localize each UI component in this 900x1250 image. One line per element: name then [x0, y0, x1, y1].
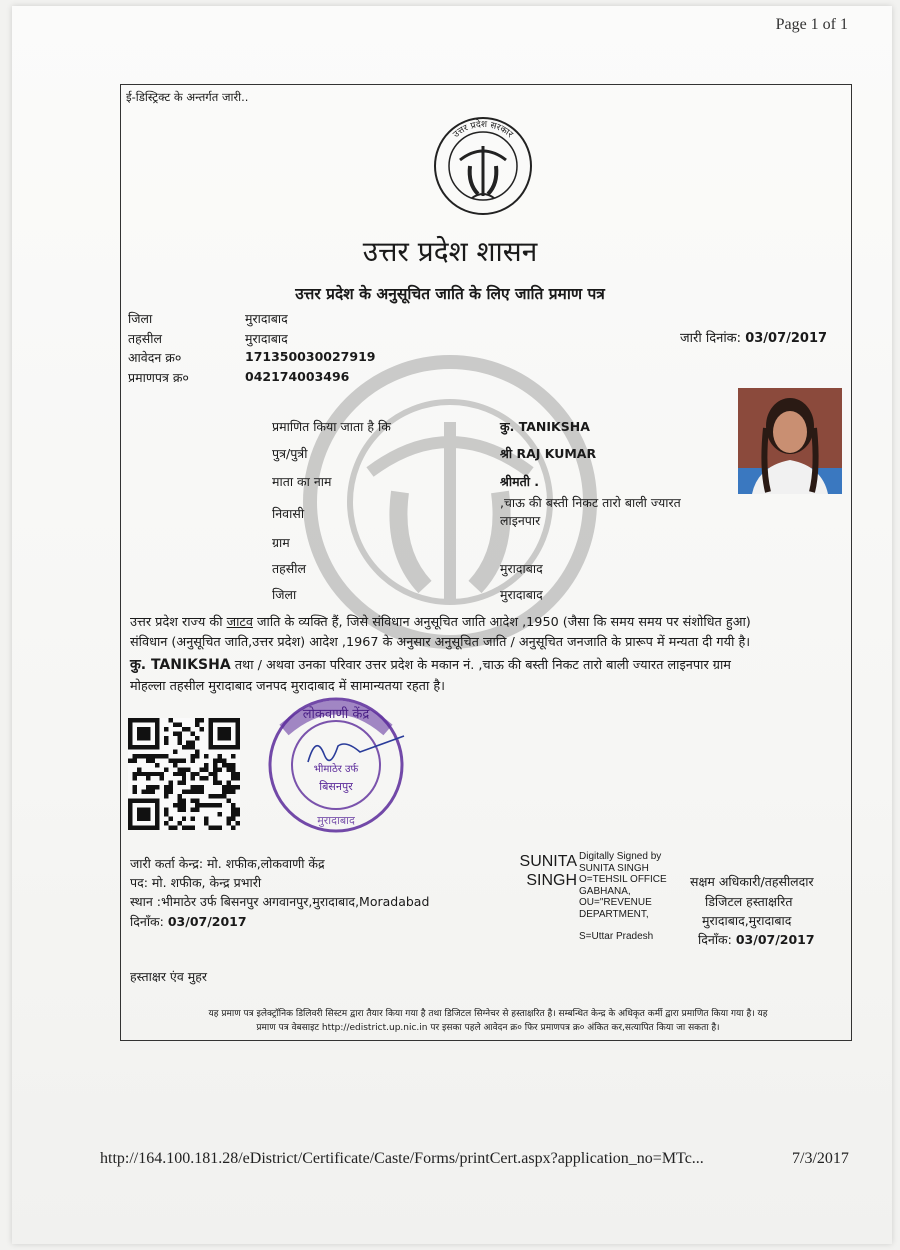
- issuer-center: जारी कर्ता केन्द्र: मो. शफीक,लोकवाणी केंद्र: [130, 856, 325, 871]
- body-name: कु. TANIKSHA: [130, 657, 231, 673]
- residence-value-1: ,चाऊ की बस्ती निकट तारो बाली ज्यारत: [500, 495, 681, 510]
- district-label: जिला: [128, 311, 153, 326]
- issuer-post: पद: मो. शफीक, केन्द्र प्रभारी: [130, 875, 262, 890]
- mother-value: श्रीमती .: [500, 474, 540, 489]
- authority-line-3: मुरादाबाद,मुरादाबाद: [702, 913, 792, 928]
- digital-signature-details: [579, 851, 667, 943]
- stamp-top: लोकवाणी केंद्र: [302, 707, 370, 722]
- village-label: ग्राम: [272, 535, 290, 550]
- body-line-1a: उत्तर प्रदेश राज्य की: [130, 615, 227, 630]
- parent-value: श्री RAJ KUMAR: [500, 446, 597, 461]
- office-stamp-icon: [264, 690, 409, 840]
- footnote-line-2: प्रमाण पत्र वेबसाइट http://edistrict.up.nic.in पर इसका पहले आवेदन क्र० फिर प्रमाणपत्र क्र० अंकित कर,सत्यापित किया जा सकता है।: [256, 1023, 720, 1033]
- detail-tehsil-value: मुरादाबाद: [500, 561, 543, 576]
- name-value: कु. TANIKSHA: [500, 419, 590, 434]
- stamp-place: मुरादाबाद: [317, 814, 355, 827]
- body-line-2: संविधान (अनुसूचित जाति,उत्तर प्रदेश) आदेश ,1967 के अनुसार अनुसूचित जाति / अनुसूचित जनजाति के प्रारूप में मन्यता दी गयी है।: [130, 635, 751, 650]
- certify-label: प्रमाणित किया जाता है कि: [272, 419, 391, 434]
- issuer-date-label: दिनाँक:: [130, 914, 164, 929]
- authority-line-2: डिजिटल हस्ताक्षरित: [705, 894, 793, 909]
- body-line-3: [130, 655, 840, 676]
- footnote: [132, 1007, 844, 1035]
- certificate-value: 042174003496: [245, 369, 350, 384]
- issuer-date-value: 03/07/2017: [167, 914, 247, 929]
- stamp-mid: भीमाठेर उर्फ: [313, 764, 359, 775]
- parent-label: पुत्र/पुत्री: [272, 446, 308, 461]
- tehsil-value: मुरादाबाद: [245, 331, 288, 346]
- district-value: मुरादाबाद: [245, 311, 288, 326]
- stamp-bottom: बिसनपुर: [319, 780, 353, 793]
- residence-value-2: लाइनपार: [500, 513, 541, 528]
- sig-line: DEPARTMENT,: [579, 908, 649, 920]
- page-title: उत्तर प्रदेश शासन: [362, 235, 538, 268]
- sig-line: Digitally Signed by: [579, 851, 662, 862]
- application-value: 171350030027919: [245, 349, 376, 364]
- tehsil-label: तहसील: [128, 331, 162, 346]
- authority-date-value: 03/07/2017: [735, 932, 815, 947]
- digital-signer-name: [513, 852, 577, 890]
- residence-label: निवासी: [272, 506, 305, 521]
- body-line-3-rest: तथा / अथवा उनका परिवार उत्तर प्रदेश के मकान नं. ,चाऊ की बस्ती निकट तारो बाली ज्यारत लाइनपार ग्राम: [230, 658, 731, 673]
- issue-date: [680, 328, 827, 346]
- mother-label: माता का नाम: [272, 474, 332, 489]
- authority-date-label: दिनाँक:: [698, 932, 732, 947]
- print-url: http://164.100.181.28/eDistrict/Certificate/Caste/Forms/printCert.aspx?application_no=MTc...: [100, 1150, 704, 1167]
- emblem-text: उत्तर प्रदेश सरकार: [451, 119, 515, 141]
- signer-name-2: SINGH: [526, 872, 577, 889]
- page-subtitle: उत्तर प्रदेश के अनुसूचित जाति के लिए जाति प्रमाण पत्र: [295, 285, 605, 303]
- body-line-1: [130, 613, 840, 633]
- applicant-photo: [738, 388, 842, 494]
- body-line-1b: जाति के व्यक्ति हैं, जिसे संविधान अनुसूचित जाति आदेश ,1950 (जैसा कि समय समय पर संशोधित हुआ): [252, 615, 751, 630]
- issuer-date: [130, 913, 247, 930]
- authority-line-1: सक्षम अधिकारी/तहसीलदार: [690, 874, 814, 889]
- sig-line: OU="REVENUE: [579, 897, 652, 908]
- detail-district-label: जिला: [272, 587, 297, 602]
- body-line-4: मोहल्ला तहसील मुरादाबाद जनपद मुरादाबाद में सामान्यतया रहता है।: [130, 679, 446, 694]
- issuer-place: स्थान :भीमाठेर उर्फ बिसनपुर अगवानपुर,मुरादाबाद,Moradabad: [130, 894, 430, 909]
- qr-code-icon: [128, 718, 240, 830]
- footnote-line-1: यह प्रमाण पत्र इलेक्ट्रॉनिक डिलिवरी सिस्टम द्वारा तैयार किया गया है तथा डिजिटल सिग्नेचर से हस्ताक्षरित है। सम्बन्धित केन्द्र के अधिकृत कर्मी द्वारा प्रमाणित किया गया है। यह: [208, 1009, 768, 1019]
- caste-value: जाटव: [226, 615, 253, 630]
- page-number: Page 1 of 1: [775, 16, 848, 33]
- issue-date-label: जारी दिनांक:: [680, 331, 742, 346]
- sig-line: GABHANA,: [579, 885, 631, 897]
- print-date: 7/3/2017: [792, 1150, 849, 1167]
- signature-seal-label: हस्ताक्षर एंव मुहर: [130, 969, 207, 984]
- detail-tehsil-label: तहसील: [272, 561, 306, 576]
- detail-district-value: मुरादाबाद: [500, 587, 543, 602]
- certificate-label: प्रमाणपत्र क्र०: [128, 370, 189, 385]
- application-label: आवेदन क्र०: [128, 350, 182, 365]
- sig-line: S=Uttar Pradesh: [579, 931, 654, 942]
- svg-text:उत्तर प्रदेश सरकार: [452, 118, 515, 140]
- header-note: ई-डिस्ट्रिक्ट के अन्तर्गत जारी..: [126, 90, 249, 104]
- signer-name-1: SUNITA: [519, 853, 577, 870]
- issue-date-value: 03/07/2017: [745, 331, 828, 346]
- sig-line: SUNITA SINGH: [579, 862, 649, 874]
- sig-line: O=TEHSIL OFFICE: [579, 874, 667, 885]
- up-emblem-icon: [432, 116, 534, 216]
- authority-date: [698, 931, 815, 948]
